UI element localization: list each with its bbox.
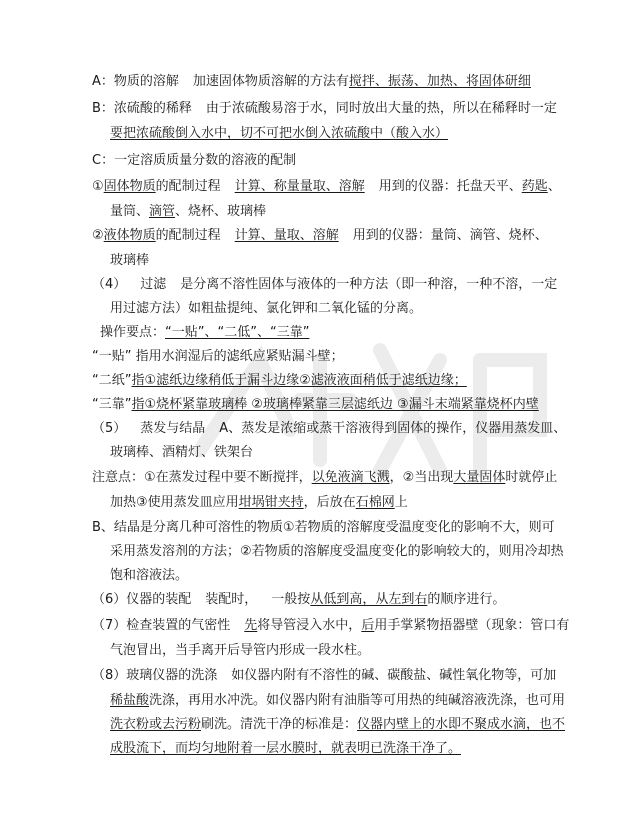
line-notes-cont: 加热③使用蒸发皿应用坩埚钳夹持，后放在石棉网上 — [110, 495, 408, 510]
line-liquid-prep: ②液体物质的配制过程 计算、量取、溶解 用到的仪器：量筒、滴管、烧杯、 — [92, 228, 548, 243]
line-solid-prep-cont: 量筒、滴管、烧杯、玻璃棒 — [110, 204, 267, 219]
line-filtration-cont: 用过滤方法）如粗盐提纯、氯化钾和二氧化锰的分离。 — [110, 301, 423, 316]
line-notes: 注意点：①在蒸发过程中要不断搅拌，以免液滴飞溅，②当出现大量固体时就停止 — [92, 470, 558, 485]
line-crystallization: B、结晶是分离几种可溶性的物质①若物质的溶解度受温度变化的影响不大，则可 — [92, 520, 555, 535]
heading-dissolving: A：物质的溶解 — [92, 74, 179, 89]
heading-filtration: 过滤 — [140, 277, 167, 292]
heading-washing: （8）玻璃仪器的洗涤 — [92, 668, 218, 683]
line-key-points: 操作要点：“一贴”、“二低”、“三靠” — [100, 325, 310, 340]
heading-acid-dilution: B：浓硫酸的稀释 — [92, 101, 192, 116]
line-filtration: （4） 过滤 是分离不溶性固体与液体的一种方法（即一种溶，一种不溶，一定 — [92, 277, 558, 292]
line-washing-cont2: 洗衣粉或去污粉刷洗。清洗干净的标准是：仪器内壁上的水即不聚成水滴，也不 — [110, 717, 566, 732]
line-acid-dilution: B：浓硫酸的稀释 由于浓硫酸易溶于水，同时放出大量的热，所以在稀释时一定 — [92, 101, 557, 116]
line-solid-prep: ①固体物质的配制过程 计算、称量量取、溶解 用到的仪器：托盘天平、药匙、 — [92, 179, 561, 194]
line-crystallization-cont2: 饱和溶液法。 — [110, 568, 189, 583]
line-assembly: （6）仪器的装配 装配时， 一般按从低到高，从左到右的顺序进行。 — [92, 592, 506, 607]
line-washing: （8）玻璃仪器的洗涤 如仪器内附有不溶性的碱、碳酸盐、碱性氧化物等，可加 — [92, 668, 557, 683]
heading-airtightness: （7）检查装置的气密性 — [92, 618, 231, 633]
line-two-low: “二纸”指①滤纸边缘稍低于漏斗边缘②滤液液面稍低于滤纸边缘； — [92, 373, 467, 388]
line-airtightness-cont: 气泡冒出，当手离开后导管内形成一段水柱。 — [110, 643, 371, 658]
line-dissolving: A：物质的溶解 加速固体物质溶解的方法有搅拌、振荡、加热、将固体研细 — [92, 74, 531, 89]
line-washing-cont3: 成股流下，而均匀地附着一层水膜时，就表明已洗涤干净了。 — [110, 741, 462, 756]
line-one-stick: “一贴” 指用水润湿后的滤纸应紧贴漏斗壁； — [92, 349, 344, 364]
line-liquid-prep-cont: 玻璃棒 — [110, 253, 150, 268]
line-three-touch: “三靠”指①烧杯紧靠玻璃棒 ②玻璃棒紧靠三层滤纸边 ③漏斗末端紧靠烧杯内壁 — [92, 397, 539, 412]
heading-evaporation: 蒸发与结晶 — [140, 421, 206, 436]
line-evaporation: （5） 蒸发与结晶 A、蒸发是浓缩或蒸干溶液得到固体的操作，仪器用蒸发皿、 — [92, 421, 567, 436]
line-crystallization-cont1: 采用蒸发溶剂的方法；②若物质的溶解度受温度变化的影响较大的，则用冷却热 — [110, 544, 564, 559]
line-washing-cont1: 稀盐酸洗涤，再用水冲洗。如仪器内附有油脂等可用热的纯碱溶液洗涤，也可用 — [110, 693, 566, 708]
line-evaporation-cont: 玻璃棒、酒精灯、铁架台 — [110, 445, 254, 460]
line-airtightness: （7）检查装置的气密性 先将导管浸入水中，后用手掌紧物捂器壁（现象：管口有 — [92, 618, 570, 633]
line-acid-rule: 要把浓硫酸倒入水中，切不可把水倒入浓硫酸中（酸入水） — [110, 126, 449, 141]
heading-solution-prep: C：一定溶质质量分数的溶液的配制 — [92, 153, 297, 168]
heading-assembly: （6）仪器的装配 — [92, 592, 192, 607]
